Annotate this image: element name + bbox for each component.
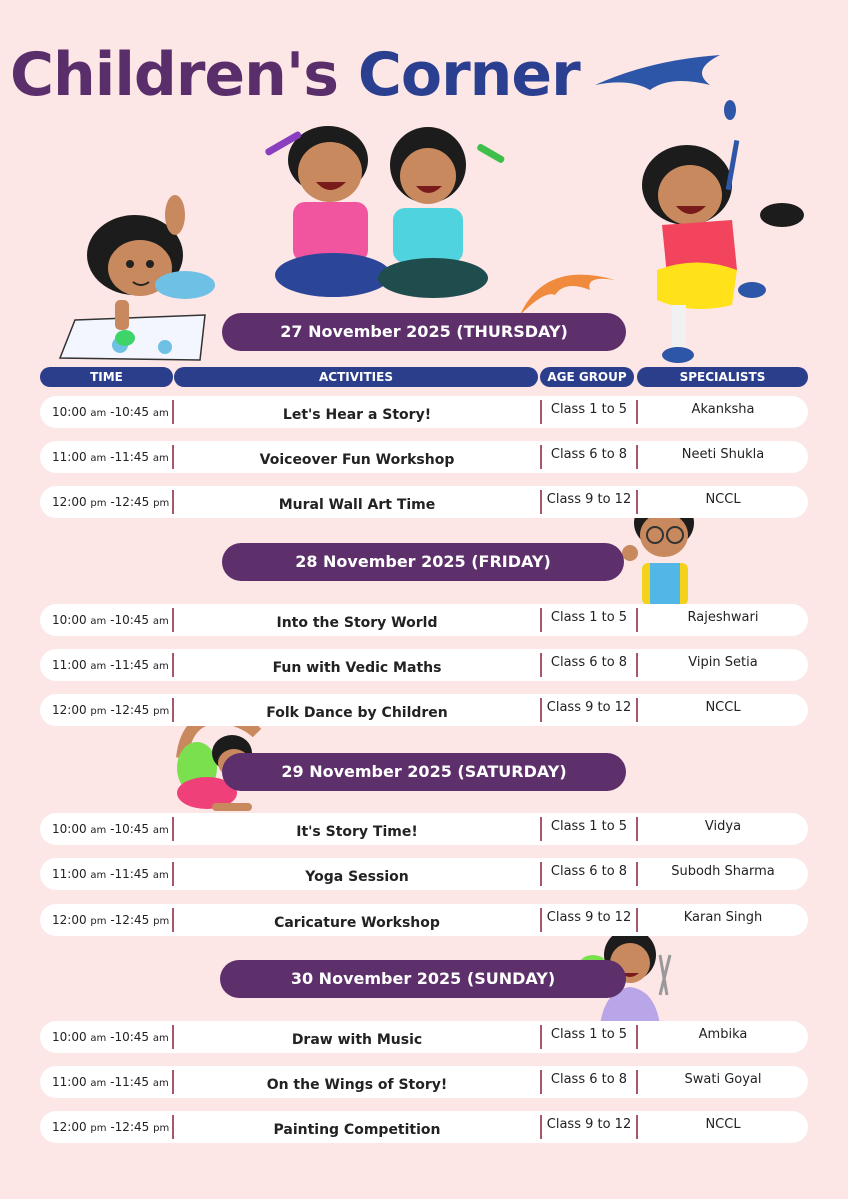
age-group-cell: Class 6 to 8 xyxy=(550,655,628,670)
specialist-cell: Neeti Shukla xyxy=(681,447,765,462)
age-group-cell: Class 6 to 8 xyxy=(550,1072,628,1087)
table-row xyxy=(40,396,808,428)
divider xyxy=(172,698,174,722)
paint-splash-blue-illustration xyxy=(590,40,750,140)
day-banner-thursday: 27 November 2025 (THURSDAY) xyxy=(222,313,626,351)
divider xyxy=(172,1070,174,1094)
divider xyxy=(172,653,174,677)
column-header-specialists: SPECIALISTS xyxy=(637,367,808,387)
table-row xyxy=(40,694,808,726)
divider xyxy=(172,1115,174,1139)
specialist-cell: Rajeshwari xyxy=(687,610,759,625)
divider xyxy=(172,908,174,932)
sitting-kids-illustration xyxy=(258,110,508,310)
time-cell: 10:00 am -10:45 am xyxy=(52,405,169,419)
time-cell: 10:00 am -10:45 am xyxy=(52,1030,169,1044)
time-cell: 12:00 pm -12:45 pm xyxy=(52,913,170,927)
time-cell: 11:00 am -11:45 am xyxy=(52,1075,169,1089)
divider xyxy=(172,862,174,886)
time-cell: 12:00 pm -12:45 pm xyxy=(52,1120,170,1134)
specialist-cell: Ambika xyxy=(698,1027,748,1042)
activity-cell: Draw with Music xyxy=(291,1032,423,1048)
time-cell: 12:00 pm -12:45 pm xyxy=(52,703,170,717)
table-header xyxy=(40,367,808,387)
girl-painting-illustration xyxy=(612,130,812,370)
age-group-cell: Class 9 to 12 xyxy=(546,1117,632,1132)
paint-splash-orange-illustration xyxy=(515,250,625,320)
day-banner-saturday: 29 November 2025 (SATURDAY) xyxy=(222,753,626,791)
age-group-cell: Class 6 to 8 xyxy=(550,864,628,879)
activity-cell: Into the Story World xyxy=(276,615,438,631)
time-cell: 10:00 am -10:45 am xyxy=(52,822,169,836)
specialist-cell: NCCL xyxy=(705,700,741,715)
time-cell: 11:00 am -11:45 am xyxy=(52,867,169,881)
specialist-cell: Swati Goyal xyxy=(684,1072,762,1087)
table-row xyxy=(40,1111,808,1143)
specialist-cell: NCCL xyxy=(705,492,741,507)
activity-cell: Mural Wall Art Time xyxy=(278,497,436,513)
specialist-cell: Akanksha xyxy=(691,402,755,417)
day-banner-sunday: 30 November 2025 (SUNDAY) xyxy=(220,960,626,998)
activity-cell: On the Wings of Story! xyxy=(266,1077,448,1093)
time-cell: 10:00 am -10:45 am xyxy=(52,613,169,627)
age-group-cell: Class 6 to 8 xyxy=(550,447,628,462)
page-title xyxy=(10,40,580,110)
age-group-cell: Class 1 to 5 xyxy=(550,1027,628,1042)
table-row xyxy=(40,1066,808,1098)
age-group-cell: Class 9 to 12 xyxy=(546,700,632,715)
time-cell: 12:00 pm -12:45 pm xyxy=(52,495,170,509)
time-cell: 11:00 am -11:45 am xyxy=(52,658,169,672)
activity-cell: Caricature Workshop xyxy=(274,915,440,931)
title-word-2: Corner xyxy=(357,40,580,110)
divider xyxy=(172,445,174,469)
divider xyxy=(172,1025,174,1049)
activity-cell: Painting Competition xyxy=(273,1122,441,1138)
activity-cell: It's Story Time! xyxy=(296,824,418,840)
table-row xyxy=(40,441,808,473)
age-group-cell: Class 1 to 5 xyxy=(550,402,628,417)
divider xyxy=(172,608,174,632)
table-row xyxy=(40,604,808,636)
column-header-activities: ACTIVITIES xyxy=(174,367,538,387)
table-row xyxy=(40,486,808,518)
divider xyxy=(172,817,174,841)
specialist-cell: Karan Singh xyxy=(683,910,763,925)
activity-cell: Fun with Vedic Maths xyxy=(272,660,442,676)
age-group-cell: Class 1 to 5 xyxy=(550,610,628,625)
day-banner-friday: 28 November 2025 (FRIDAY) xyxy=(222,543,624,581)
age-group-cell: Class 9 to 12 xyxy=(546,910,632,925)
table-row xyxy=(40,649,808,681)
age-group-cell: Class 9 to 12 xyxy=(546,492,632,507)
specialist-cell: NCCL xyxy=(705,1117,741,1132)
time-cell: 11:00 am -11:45 am xyxy=(52,450,169,464)
activity-cell: Folk Dance by Children xyxy=(266,705,448,721)
specialist-cell: Subodh Sharma xyxy=(671,864,775,879)
column-header-time: TIME xyxy=(40,367,173,387)
girl-drawing-illustration xyxy=(55,190,235,365)
column-header-age-group: AGE GROUP xyxy=(540,367,634,387)
divider xyxy=(172,400,174,424)
title-word-1: Children's xyxy=(10,40,338,110)
table-row xyxy=(40,858,808,890)
activity-cell: Let's Hear a Story! xyxy=(282,407,432,423)
specialist-cell: Vidya xyxy=(704,819,742,834)
table-row xyxy=(40,904,808,936)
divider xyxy=(172,490,174,514)
activity-cell: Voiceover Fun Workshop xyxy=(259,452,455,468)
age-group-cell: Class 1 to 5 xyxy=(550,819,628,834)
table-row xyxy=(40,813,808,845)
specialist-cell: Vipin Setia xyxy=(688,655,758,670)
table-row xyxy=(40,1021,808,1053)
activity-cell: Yoga Session xyxy=(305,869,409,885)
